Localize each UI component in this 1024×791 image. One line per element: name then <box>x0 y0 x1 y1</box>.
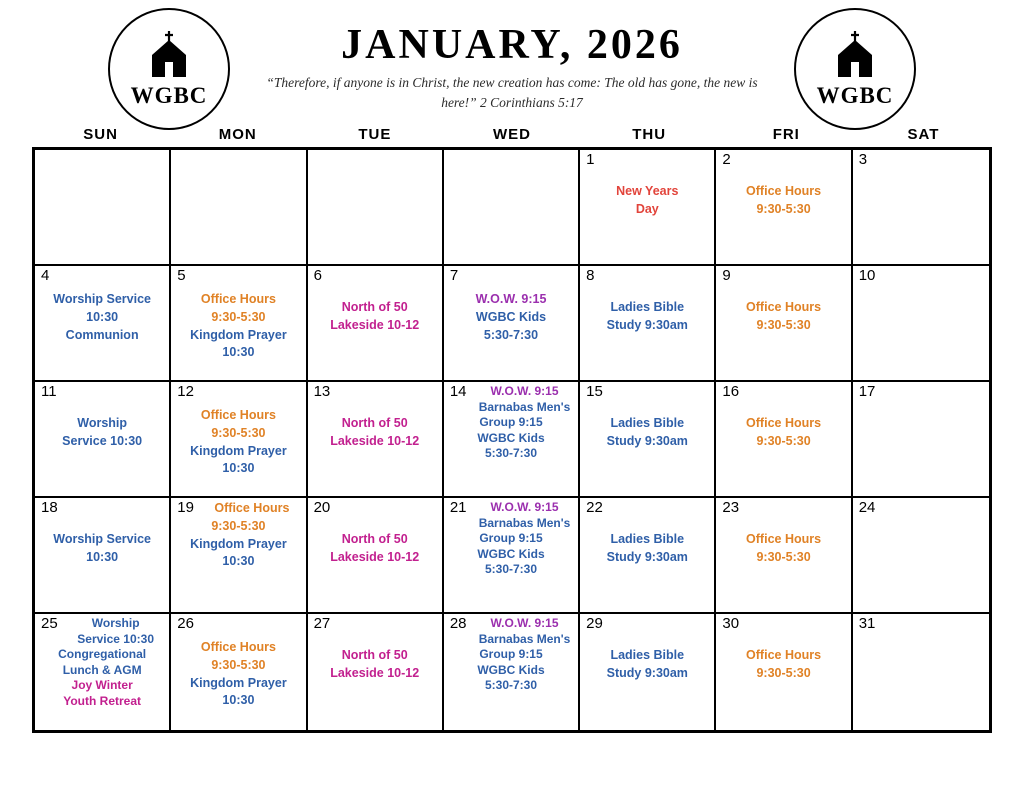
event-text: 9:30-5:30 <box>756 433 811 448</box>
event-text: 9:30-5:30 <box>211 425 266 440</box>
event-text: Office Hours <box>200 408 276 422</box>
calendar-day-cell[interactable] <box>444 614 580 730</box>
calendar-day-cell[interactable] <box>444 150 580 266</box>
day-number: 8 <box>586 267 595 284</box>
calendar-week-row <box>35 614 989 730</box>
event-text: 10:30 <box>222 554 255 569</box>
calendar-day-cell[interactable] <box>35 614 171 730</box>
day-number: 28 <box>449 615 467 632</box>
calendar-day-cell[interactable] <box>308 266 444 382</box>
calendar-day-cell[interactable] <box>716 266 852 382</box>
calendar-day-cell[interactable] <box>580 498 716 614</box>
calendar-grid <box>32 147 992 733</box>
day-number: 21 <box>449 499 467 516</box>
weekday-label-wed: WED <box>492 126 531 143</box>
event-text: Youth Retreat <box>63 693 142 708</box>
calendar-day-cell[interactable] <box>716 498 852 614</box>
event-text: 5:30-7:30 <box>484 678 537 693</box>
event-text: Service 10:30 <box>77 631 154 646</box>
day-events <box>38 401 166 451</box>
day-number: 19 <box>177 499 194 516</box>
event-text: 9:30-5:30 <box>211 309 266 324</box>
event-text: Office Hours <box>200 292 276 306</box>
calendar-day-cell[interactable] <box>308 498 444 614</box>
calendar-week-row <box>35 266 989 382</box>
event-text: 9:30-5:30 <box>756 201 811 216</box>
calendar-day-cell[interactable] <box>308 382 444 498</box>
church-icon <box>142 29 196 81</box>
event-text: W.O.W. 9:15 <box>490 384 559 398</box>
calendar-day-cell[interactable] <box>444 382 580 498</box>
weekday-label-sun: SUN <box>83 126 118 143</box>
event-text: Barnabas Men's <box>478 515 571 530</box>
event-text: Group 9:15 <box>479 647 543 662</box>
event-text: Office Hours <box>746 416 822 430</box>
weekday-label-fri: FRI <box>772 126 800 143</box>
day-number: 16 <box>722 383 740 400</box>
calendar-day-cell[interactable] <box>35 150 171 266</box>
event-text: Ladies Bible <box>610 416 685 430</box>
day-number <box>38 152 166 169</box>
calendar-day-cell[interactable] <box>580 614 716 730</box>
event-text: 9:30-5:30 <box>211 657 266 672</box>
event-text: Lakeside 10-12 <box>330 317 420 332</box>
event-text: 9:30-5:30 <box>211 518 266 533</box>
event-text: WGBC Kids <box>477 546 545 561</box>
weekday-label-tue: TUE <box>358 126 392 143</box>
day-number: 23 <box>722 499 740 516</box>
day-number: 15 <box>586 383 603 400</box>
day-number: 2 <box>722 151 731 168</box>
event-text: Group 9:15 <box>479 531 543 546</box>
day-number: 31 <box>858 615 876 632</box>
calendar-day-cell[interactable] <box>171 150 307 266</box>
event-text: Study 9:30am <box>606 665 688 680</box>
day-number <box>447 152 575 169</box>
event-text: 10:30 <box>222 693 255 708</box>
event-text: Ladies Bible <box>610 648 685 662</box>
event-text: 10:30 <box>222 461 255 476</box>
day-events <box>583 401 711 451</box>
day-number: 6 <box>313 267 322 284</box>
calendar-week-row <box>35 382 989 498</box>
wgbc-logo-text: WGBC <box>816 83 894 108</box>
event-text: Worship Service <box>53 292 151 306</box>
wgbc-logo-text: WGBC <box>130 83 208 108</box>
day-number: 27 <box>313 615 331 632</box>
weekday-label-mon: MON <box>218 126 257 143</box>
day-events <box>719 169 847 219</box>
day-events <box>583 633 711 683</box>
event-text: WGBC Kids <box>475 309 547 324</box>
day-number: 14 <box>449 383 467 400</box>
event-text: WGBC Kids <box>477 430 545 445</box>
calendar-day-cell[interactable] <box>853 614 989 730</box>
calendar-day-cell[interactable] <box>580 266 716 382</box>
day-events <box>174 401 302 478</box>
day-number: 30 <box>722 615 740 632</box>
weekday-label-sat: SAT <box>907 126 940 143</box>
day-events <box>719 633 847 683</box>
day-number: 9 <box>722 267 731 284</box>
event-text: Study 9:30am <box>606 433 688 448</box>
day-number <box>311 152 439 169</box>
calendar-day-cell[interactable] <box>580 150 716 266</box>
month-title: JANUARY, 2026 <box>341 22 683 69</box>
calendar-day-cell[interactable] <box>444 498 580 614</box>
event-text: Office Hours <box>746 300 822 314</box>
day-number: 11 <box>41 383 57 400</box>
event-text: 5:30-7:30 <box>484 446 537 461</box>
calendar-day-cell[interactable] <box>35 498 171 614</box>
scripture-verse: “Therefore, if anyone is in Christ, the new creation has come: The old has gone, the new is here!” 2 Corinthians 5:17 <box>266 75 758 110</box>
day-number: 5 <box>177 267 186 284</box>
event-text: Joy Winter <box>71 678 133 693</box>
event-text: WGBC Kids <box>477 662 545 677</box>
event-text: Office Hours <box>746 184 822 198</box>
day-events <box>174 285 302 362</box>
calendar-day-cell[interactable] <box>444 266 580 382</box>
calendar-day-cell[interactable] <box>308 150 444 266</box>
event-text: Barnabas Men's <box>478 399 571 414</box>
day-events <box>583 517 711 567</box>
day-number: 4 <box>41 267 50 284</box>
wgbc-logo-right <box>794 8 916 130</box>
calendar-day-cell[interactable] <box>853 266 989 382</box>
title-block <box>252 7 772 112</box>
day-number: 1 <box>586 151 595 168</box>
day-number: 12 <box>177 383 194 400</box>
wgbc-logo-left <box>108 8 230 130</box>
calendar-day-cell[interactable] <box>716 614 852 730</box>
calendar-day-cell[interactable] <box>853 382 989 498</box>
calendar-day-cell[interactable] <box>171 382 307 498</box>
event-text: North of 50 <box>341 532 408 546</box>
day-number <box>174 152 302 169</box>
day-number: 25 <box>41 615 58 632</box>
event-text: New Years <box>616 184 679 198</box>
calendar-day-cell[interactable] <box>171 614 307 730</box>
day-events <box>311 401 439 451</box>
calendar-day-cell[interactable] <box>171 498 307 614</box>
event-text: Kingdom Prayer <box>190 327 287 342</box>
day-events <box>311 285 439 335</box>
event-text: 9:30-5:30 <box>756 665 811 680</box>
calendar-day-cell[interactable] <box>171 266 307 382</box>
event-text: Worship <box>77 416 128 430</box>
weekday-label-thu: THU <box>632 126 667 143</box>
event-text: Ladies Bible <box>610 532 685 546</box>
day-number: 13 <box>313 383 331 400</box>
calendar-week-row <box>35 498 989 614</box>
event-text: Group 9:15 <box>479 415 543 430</box>
event-text: Congregational <box>58 647 147 662</box>
day-events <box>38 285 166 344</box>
event-text: Lunch & AGM <box>62 662 142 677</box>
day-events <box>583 285 711 335</box>
event-text: Office Hours <box>746 532 822 546</box>
event-text: Lakeside 10-12 <box>330 665 420 680</box>
event-text: W.O.W. 9:15 <box>490 616 559 630</box>
event-text: Office Hours <box>746 648 822 662</box>
calendar-day-cell[interactable] <box>35 382 171 498</box>
calendar-day-cell[interactable] <box>308 614 444 730</box>
day-events <box>583 169 711 219</box>
event-text: North of 50 <box>341 648 408 662</box>
day-number: 24 <box>858 499 876 516</box>
calendar-week-row <box>35 150 989 266</box>
event-text: Kingdom Prayer <box>190 536 287 551</box>
calendar-day-cell[interactable] <box>580 382 716 498</box>
event-text: Office Hours <box>214 501 290 515</box>
event-text: Study 9:30am <box>606 549 688 564</box>
event-text: 10:30 <box>86 549 119 564</box>
calendar-day-cell[interactable] <box>853 498 989 614</box>
event-text: 10:30 <box>86 309 119 324</box>
event-text: Service 10:30 <box>62 433 143 448</box>
calendar-day-cell[interactable] <box>716 150 852 266</box>
event-text: W.O.W. 9:15 <box>490 500 559 514</box>
event-text: Office Hours <box>200 640 276 654</box>
day-number: 20 <box>313 499 331 516</box>
event-text: Communion <box>65 327 139 342</box>
event-text: Worship Service <box>53 532 151 546</box>
day-events <box>311 517 439 567</box>
day-events <box>311 633 439 683</box>
event-text: 10:30 <box>222 345 255 360</box>
day-events <box>447 285 575 344</box>
day-number: 7 <box>449 267 459 284</box>
event-text: Day <box>635 201 659 216</box>
day-events <box>719 517 847 567</box>
day-number: 22 <box>586 499 603 516</box>
calendar-day-cell[interactable] <box>853 150 989 266</box>
event-text: North of 50 <box>341 416 408 430</box>
day-number: 26 <box>177 615 194 632</box>
event-text: Barnabas Men's <box>478 631 571 646</box>
day-events <box>174 633 302 710</box>
day-events <box>719 401 847 451</box>
day-events <box>719 285 847 335</box>
day-number: 17 <box>858 383 876 400</box>
day-number: 10 <box>858 267 876 284</box>
calendar-day-cell[interactable] <box>35 266 171 382</box>
event-text: Kingdom Prayer <box>190 443 287 458</box>
day-number: 29 <box>586 615 603 632</box>
event-text: W.O.W. 9:15 <box>475 292 547 306</box>
event-text: Study 9:30am <box>606 317 688 332</box>
day-events <box>38 517 166 567</box>
calendar-header <box>0 0 1024 120</box>
event-text: 9:30-5:30 <box>756 317 811 332</box>
church-icon <box>828 29 882 81</box>
calendar-day-cell[interactable] <box>716 382 852 498</box>
event-text: 5:30-7:30 <box>483 327 539 342</box>
event-text: Ladies Bible <box>610 300 685 314</box>
event-text: 9:30-5:30 <box>756 549 811 564</box>
event-text: Kingdom Prayer <box>190 675 287 690</box>
day-number: 3 <box>858 151 868 168</box>
event-text: North of 50 <box>341 300 408 314</box>
event-text: 5:30-7:30 <box>484 562 537 577</box>
event-text: Lakeside 10-12 <box>330 549 420 564</box>
event-text: Worship <box>91 616 140 630</box>
day-number: 18 <box>41 499 58 516</box>
event-text: Lakeside 10-12 <box>330 433 420 448</box>
